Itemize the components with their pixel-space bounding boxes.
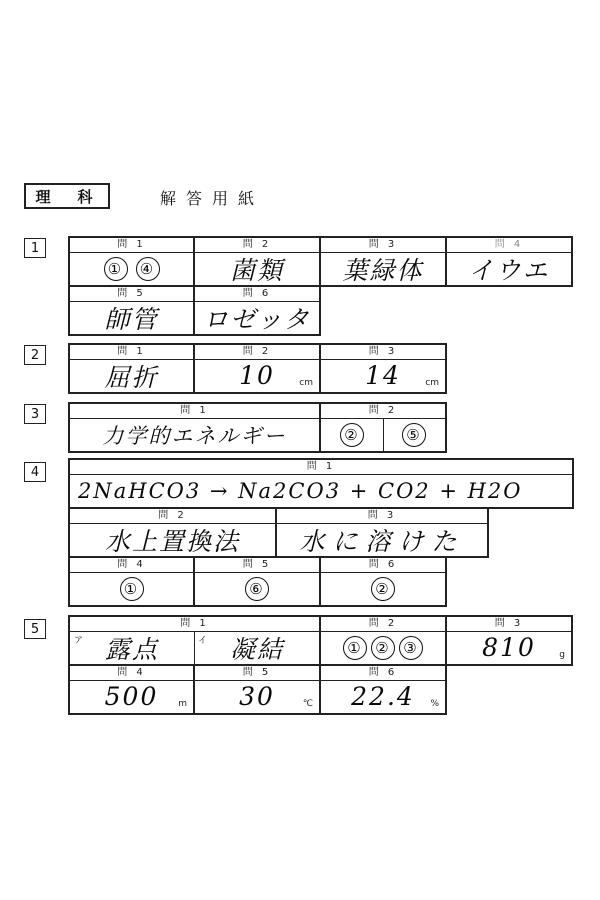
section-number-3: 3 (24, 404, 46, 424)
s4-q1-answer: 2NaHCO3 → Na2CO3 + CO2 + H2O (78, 478, 523, 503)
s3-q2-answer (321, 418, 445, 451)
s2-q2-unit: cm (299, 378, 313, 388)
s1-q3-label: 問 3 (321, 238, 445, 253)
s5-q6-answer: 22.4 (351, 682, 415, 711)
s5-q1-label: 問 1 (70, 617, 319, 632)
s1-q3-answer: 葉緑体 (342, 255, 424, 285)
s3-q2-label: 問 2 (321, 404, 445, 419)
s4-q1-label: 問 1 (70, 460, 572, 475)
s1-q6-answer: ロゼッタ (203, 304, 311, 334)
s2-q3-answer: 14 (365, 361, 401, 390)
s4-q5-label: 問 5 (195, 558, 319, 573)
s5-q4-label: 問 4 (70, 666, 193, 681)
s1-q6-label: 問 6 (195, 287, 319, 302)
s4-q4-answer (70, 572, 193, 605)
s4-q3-cell (275, 507, 489, 558)
s5-q4-answer: 500 (104, 682, 159, 711)
s1-q4-cell (445, 236, 573, 287)
s2-q1-label: 問 1 (70, 345, 193, 360)
s1-q3-cell (319, 236, 447, 287)
s3-q2-choice-a: ② (340, 423, 364, 447)
section-number-4: 4 (24, 462, 46, 482)
s5-q2-choice-a: ① (343, 636, 367, 660)
s5-q2-choice-b: ② (371, 636, 395, 660)
s5-q2-cell (319, 615, 447, 666)
s5-q5-label: 問 5 (195, 666, 319, 681)
s4-q6-cell (319, 556, 447, 607)
s5-q4-unit: m (178, 699, 187, 709)
s5-q1-cell (68, 615, 321, 666)
s4-q3-label: 問 3 (277, 509, 487, 524)
s4-q5-answer (195, 572, 319, 605)
s5-q1-sub-a-label: ア (74, 636, 84, 646)
section-number-1: 1 (24, 238, 46, 258)
s1-q5-cell (68, 285, 195, 336)
s5-q4-cell (68, 664, 195, 715)
s3-q1-answer: 力学的エネルギー (102, 423, 287, 448)
s1-q5-label: 問 5 (70, 287, 193, 302)
s2-q2-cell (193, 343, 321, 394)
s1-q6-cell (193, 285, 321, 336)
s5-q2-choice-c: ③ (399, 636, 423, 660)
s3-q2-choice-b: ⑤ (402, 423, 426, 447)
s5-q2-answer (321, 631, 445, 664)
s4-q2-answer: 水上置換法 (104, 526, 240, 556)
s4-q2-cell (68, 507, 277, 558)
s4-q6-choice: ② (371, 577, 395, 601)
s4-q2-label: 問 2 (70, 509, 275, 524)
s1-q1-answer (70, 252, 193, 285)
subject-label: 理 科 (24, 183, 110, 209)
s1-q4-answer: イウエ (468, 255, 550, 285)
s2-q2-answer: 10 (239, 361, 275, 390)
s4-q4-label: 問 4 (70, 558, 193, 573)
s4-q5-cell (193, 556, 321, 607)
s2-q1-cell (68, 343, 195, 394)
s1-q1-choice-b: ④ (136, 257, 160, 281)
s5-q3-label: 問 3 (447, 617, 571, 632)
s1-q5-answer: 師管 (104, 304, 159, 334)
s2-q1-answer: 屈折 (104, 362, 159, 392)
s5-q5-unit: ℃ (302, 699, 313, 709)
s4-q5-choice: ⑥ (245, 577, 269, 601)
s2-q3-unit: cm (425, 378, 439, 388)
s1-q2-label: 問 2 (195, 238, 319, 253)
s4-q1-cell (68, 458, 574, 509)
s5-q5-cell (193, 664, 321, 715)
s4-q3-answer: 水に溶けた (299, 526, 465, 556)
s5-q1-answer-a: 露点 (104, 634, 159, 664)
s4-q4-cell (68, 556, 195, 607)
s5-q1-sub-b-label: イ (198, 636, 208, 646)
s5-q6-label: 問 6 (321, 666, 445, 681)
s5-q3-unit: g (559, 650, 565, 660)
s4-q6-answer (321, 572, 445, 605)
s3-q1-cell (68, 402, 321, 453)
s5-q3-answer: 810 (482, 633, 536, 662)
s1-q1-label: 問 1 (70, 238, 193, 253)
s1-q2-cell (193, 236, 321, 287)
s5-q1-answer-b: 凝結 (229, 634, 284, 664)
s1-q2-answer: 菌類 (229, 255, 284, 285)
s5-q6-unit: % (430, 699, 439, 709)
s2-q3-cell (319, 343, 447, 394)
section-number-5: 5 (24, 619, 46, 639)
s3-q1-label: 問 1 (70, 404, 319, 419)
s5-q6-cell (319, 664, 447, 715)
sheet-title: 解答用紙 (160, 189, 265, 208)
s4-q4-choice: ① (120, 577, 144, 601)
s2-q2-label: 問 2 (195, 345, 319, 360)
s1-q4-label: 問 4 (447, 238, 571, 253)
s3-q2-cell (319, 402, 447, 453)
s5-q2-label: 問 2 (321, 617, 445, 632)
s1-q1-choice-a: ① (104, 257, 128, 281)
section-number-2: 2 (24, 345, 46, 365)
s5-q5-answer: 30 (239, 682, 275, 711)
s1-q1-cell (68, 236, 195, 287)
s4-q6-label: 問 6 (321, 558, 445, 573)
s2-q3-label: 問 3 (321, 345, 445, 360)
s5-q3-cell (445, 615, 573, 666)
